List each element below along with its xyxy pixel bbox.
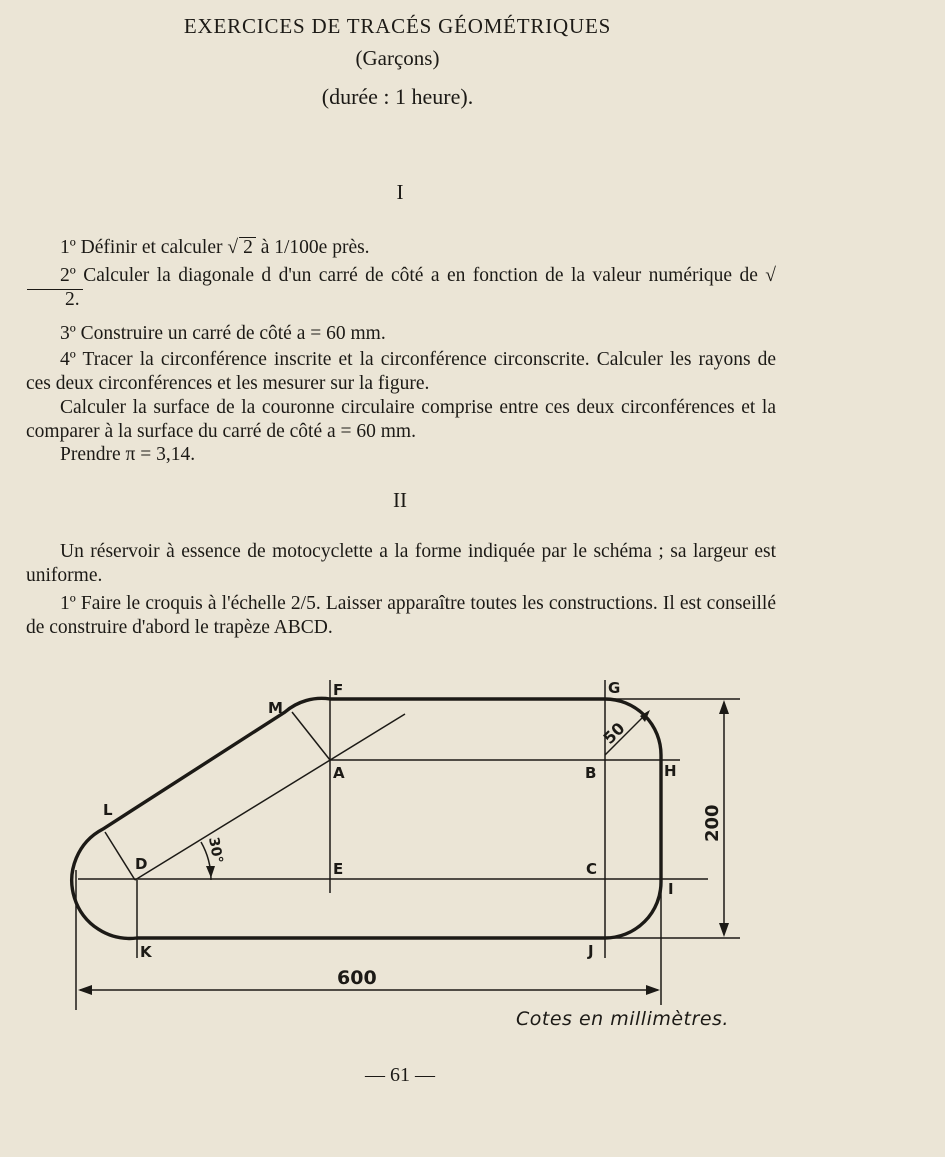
- angle-label: 30°: [205, 835, 226, 865]
- part-two-intro: Un réservoir à essence de motocyclette a la forme indiquée par le schéma ; sa largeur est uniforme.: [26, 541, 776, 586]
- arrow-angle: [206, 866, 215, 878]
- label-d: D: [135, 855, 148, 873]
- sqrt-sign: √: [227, 237, 239, 258]
- label-c: C: [586, 860, 598, 878]
- tank-diagram: [0, 660, 945, 1010]
- arrow-200-bottom: [719, 923, 729, 937]
- label-g: G: [608, 679, 621, 697]
- label-j: J: [588, 942, 594, 960]
- part-one-question-4-surface: Calculer la surface de la couronne circulaire comprise entre ces deux circonférences et la comparer à la surface du carré de côté a = 60 mm.: [26, 397, 776, 442]
- label-h: H: [664, 762, 677, 780]
- ld-segment: [105, 832, 135, 880]
- arrow-600-right: [646, 985, 660, 995]
- sqrt-sign: √: [765, 265, 776, 286]
- part-one-question-1: [26, 236, 810, 260]
- page-subtitle: (Garçons): [355, 46, 440, 70]
- label-b: B: [585, 764, 597, 782]
- arrow-600-left: [78, 985, 92, 995]
- part-one-numeral: I: [396, 180, 404, 204]
- q2-text: 2º Calculer la diagonale d d'un carré de côté a en fonction de la valeur numérique de: [60, 265, 766, 286]
- part-one-question-4: 4º Tracer la circonférence inscrite et la circonférence circonscrite. Calculer les rayons de ces deux circonférences et les mesurer sur la figure.: [26, 349, 776, 394]
- figure-caption: Cotes en millimètres.: [516, 1008, 729, 1030]
- part-one-question-3: 3º Construire un carré de côté a = 60 mm.: [60, 323, 386, 344]
- arrow-200-top: [719, 700, 729, 714]
- q1-radicand: 2: [239, 237, 256, 258]
- tank-outline: [72, 698, 661, 938]
- part-two-numeral: II: [393, 488, 407, 512]
- label-e: E: [333, 860, 344, 878]
- label-k: K: [140, 943, 152, 961]
- diagonal-line: [135, 714, 405, 880]
- label-f: F: [333, 681, 344, 699]
- label-a: A: [333, 764, 345, 782]
- label-l: L: [103, 801, 113, 819]
- part-one-question-4-pi: Prendre π = 3,14.: [60, 444, 196, 465]
- page-title: EXERCICES DE TRACÉS GÉOMÉTRIQUES: [183, 14, 612, 38]
- label-m: M: [268, 699, 283, 717]
- q2-radicand: 2.: [27, 289, 83, 310]
- ma-segment: [292, 712, 330, 760]
- part-two-question-1: 1º Faire le croquis à l'échelle 2/5. Laisser apparaître toutes les constructions. Il est conseillé de construire d'abord le trapèze ABCD.: [26, 593, 776, 638]
- page-number: — 61 —: [365, 1064, 435, 1086]
- q1-text-start: 1º Définir et calculer: [60, 237, 228, 258]
- radius-label: 50: [599, 718, 629, 748]
- label-i: I: [668, 880, 674, 898]
- duration-note: (durée : 1 heure).: [321, 84, 474, 109]
- part-one-question-2: [26, 264, 776, 312]
- q1-text-end: à 1/100e près.: [255, 237, 370, 258]
- width-dimension-label: 600: [337, 967, 377, 989]
- height-dimension-label: 200: [702, 804, 723, 842]
